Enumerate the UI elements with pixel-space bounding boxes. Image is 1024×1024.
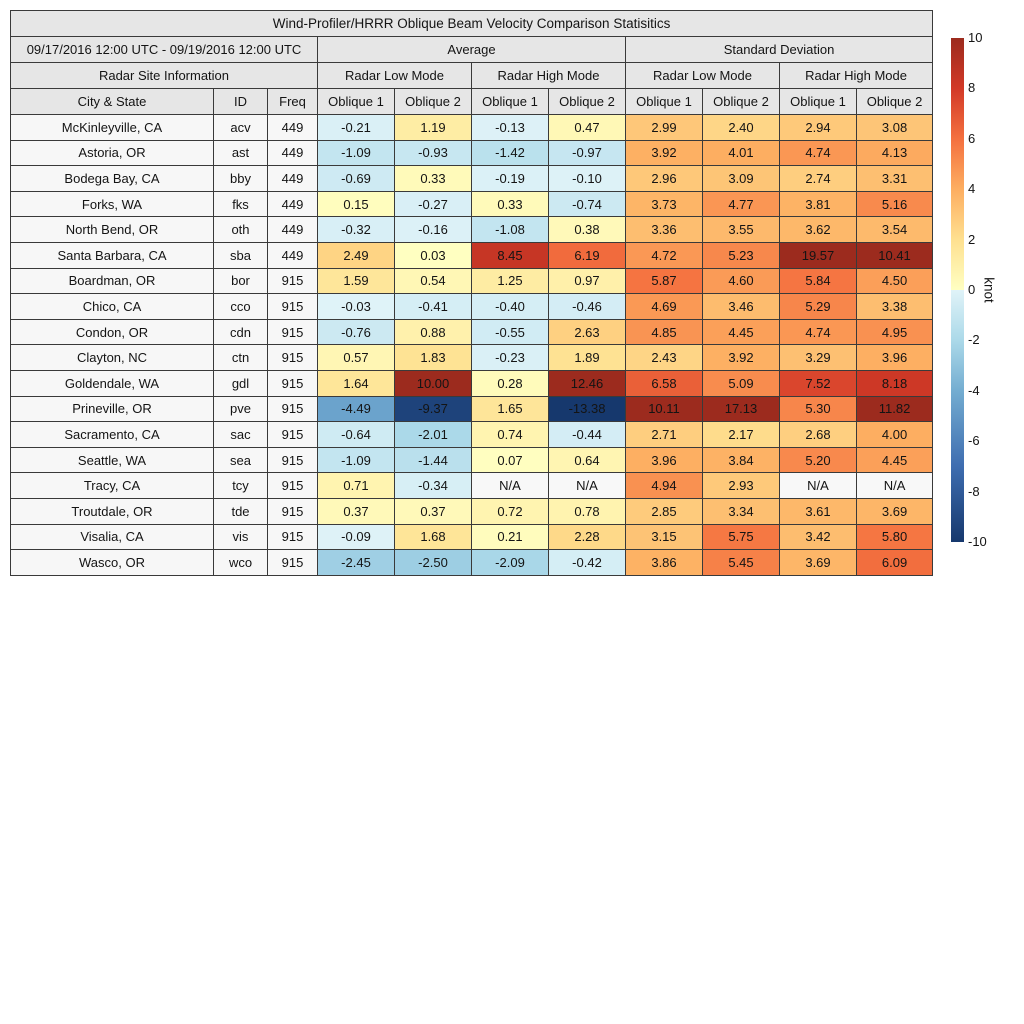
value-cell: 2.43: [626, 345, 703, 371]
group-avg-high-mode: Radar High Mode: [472, 63, 626, 89]
id-cell: fks: [214, 191, 268, 217]
value-cell: 7.52: [780, 370, 857, 396]
value-cell: -2.01: [395, 422, 472, 448]
value-cell: 5.80: [857, 524, 933, 550]
colorbar-tick-label: 10: [968, 30, 983, 45]
value-cell: 4.95: [857, 319, 933, 345]
id-cell: pve: [214, 396, 268, 422]
col-std-low-oblique2: Oblique 2: [703, 89, 780, 115]
freq-cell: 449: [268, 115, 318, 141]
value-cell: 3.96: [626, 447, 703, 473]
value-cell: 1.64: [318, 370, 395, 396]
colorbar: [951, 30, 1021, 549]
colorbar-tick-label: -6: [968, 433, 980, 449]
value-cell: 4.74: [780, 140, 857, 166]
id-cell: tcy: [214, 473, 268, 499]
table-row: [11, 191, 933, 217]
value-cell: 5.23: [703, 242, 780, 268]
value-cell: 17.13: [703, 396, 780, 422]
value-cell: -1.09: [318, 140, 395, 166]
value-cell: -0.40: [472, 294, 549, 320]
value-cell: 3.92: [626, 140, 703, 166]
value-cell: -0.16: [395, 217, 472, 243]
value-cell: 0.78: [549, 498, 626, 524]
value-cell: -2.45: [318, 550, 395, 576]
value-cell: 3.29: [780, 345, 857, 371]
value-cell: 5.87: [626, 268, 703, 294]
colorbar-tick-label: -8: [968, 483, 980, 499]
value-cell: 2.93: [703, 473, 780, 499]
colorbar-tick-label: 8: [968, 80, 976, 96]
stats-table: [10, 10, 933, 576]
colorbar-tick-label: 0: [968, 282, 976, 297]
value-cell: -0.44: [549, 422, 626, 448]
value-cell: 2.63: [549, 319, 626, 345]
value-cell: -9.37: [395, 396, 472, 422]
value-cell: 3.54: [857, 217, 933, 243]
group-std-high-mode: Radar High Mode: [780, 63, 933, 89]
city-cell: Santa Barbara, CA: [11, 242, 214, 268]
value-cell: -0.21: [318, 115, 395, 141]
value-cell: 0.72: [472, 498, 549, 524]
value-cell: 3.69: [857, 498, 933, 524]
value-cell: -0.34: [395, 473, 472, 499]
col-std-low-oblique1: Oblique 1: [626, 89, 703, 115]
col-freq: Freq: [268, 89, 318, 115]
value-cell: -0.09: [318, 524, 395, 550]
value-cell: 1.59: [318, 268, 395, 294]
value-cell: 3.08: [857, 115, 933, 141]
value-cell: -2.50: [395, 550, 472, 576]
city-cell: Boardman, OR: [11, 268, 214, 294]
colorbar-gradient: [951, 38, 964, 542]
freq-cell: 915: [268, 319, 318, 345]
value-cell: -1.42: [472, 140, 549, 166]
value-cell: 0.37: [395, 498, 472, 524]
value-cell: 5.09: [703, 370, 780, 396]
value-cell: 1.83: [395, 345, 472, 371]
value-cell: 0.97: [549, 268, 626, 294]
col-avg-high-oblique2: Oblique 2: [549, 89, 626, 115]
id-cell: sba: [214, 242, 268, 268]
value-cell: -1.09: [318, 447, 395, 473]
value-cell: 0.88: [395, 319, 472, 345]
value-cell: -13.38: [549, 396, 626, 422]
value-cell: 1.65: [472, 396, 549, 422]
table-row: [11, 422, 933, 448]
table-row: [11, 242, 933, 268]
value-cell: 3.15: [626, 524, 703, 550]
value-cell: 2.49: [318, 242, 395, 268]
colorbar-tick-label: 6: [968, 130, 976, 146]
table-row: [11, 370, 933, 396]
value-cell: 5.20: [780, 447, 857, 473]
value-cell: -0.19: [472, 166, 549, 192]
value-cell: -0.23: [472, 345, 549, 371]
id-cell: ctn: [214, 345, 268, 371]
value-cell: 0.33: [395, 166, 472, 192]
value-cell: -1.44: [395, 447, 472, 473]
value-cell: 2.28: [549, 524, 626, 550]
id-cell: sea: [214, 447, 268, 473]
id-cell: gdl: [214, 370, 268, 396]
value-cell: -0.10: [549, 166, 626, 192]
value-cell: 3.34: [703, 498, 780, 524]
value-cell: 4.60: [703, 268, 780, 294]
value-cell: -0.03: [318, 294, 395, 320]
group-standard-deviation: Standard Deviation: [626, 37, 933, 63]
value-cell: 4.69: [626, 294, 703, 320]
colorbar-tick-label: 4: [968, 181, 976, 197]
city-cell: Goldendale, WA: [11, 370, 214, 396]
value-cell: 4.50: [857, 268, 933, 294]
city-cell: Troutdale, OR: [11, 498, 214, 524]
freq-cell: 449: [268, 140, 318, 166]
col-avg-high-oblique1: Oblique 1: [472, 89, 549, 115]
value-cell: 3.09: [703, 166, 780, 192]
value-cell: 2.94: [780, 115, 857, 141]
id-cell: tde: [214, 498, 268, 524]
table-row: [11, 396, 933, 422]
freq-cell: 915: [268, 498, 318, 524]
id-cell: bby: [214, 166, 268, 192]
value-cell: -0.69: [318, 166, 395, 192]
value-cell: 3.31: [857, 166, 933, 192]
value-cell: 10.00: [395, 370, 472, 396]
city-cell: Prineville, OR: [11, 396, 214, 422]
value-cell: -0.97: [549, 140, 626, 166]
value-cell: 0.54: [395, 268, 472, 294]
table-row: [11, 268, 933, 294]
value-cell: 3.62: [780, 217, 857, 243]
value-cell: N/A: [472, 473, 549, 499]
value-cell: 2.17: [703, 422, 780, 448]
value-cell: 5.29: [780, 294, 857, 320]
table-row: [11, 498, 933, 524]
group-average: Average: [318, 37, 626, 63]
col-city-state: City & State: [11, 89, 214, 115]
value-cell: 0.71: [318, 473, 395, 499]
col-id: ID: [214, 89, 268, 115]
value-cell: 4.77: [703, 191, 780, 217]
value-cell: 3.42: [780, 524, 857, 550]
city-cell: Seattle, WA: [11, 447, 214, 473]
value-cell: -0.64: [318, 422, 395, 448]
freq-cell: 915: [268, 370, 318, 396]
colorbar-tick-label: -2: [968, 332, 980, 348]
city-cell: North Bend, OR: [11, 217, 214, 243]
value-cell: 3.73: [626, 191, 703, 217]
value-cell: 2.68: [780, 422, 857, 448]
table-row: [11, 447, 933, 473]
col-std-high-oblique1: Oblique 1: [780, 89, 857, 115]
value-cell: 3.92: [703, 345, 780, 371]
city-cell: Tracy, CA: [11, 473, 214, 499]
value-cell: -0.32: [318, 217, 395, 243]
colorbar-tick-label: 2: [968, 231, 976, 247]
city-cell: Condon, OR: [11, 319, 214, 345]
value-cell: -0.42: [549, 550, 626, 576]
group-avg-low-mode: Radar Low Mode: [318, 63, 472, 89]
freq-cell: 915: [268, 345, 318, 371]
id-cell: oth: [214, 217, 268, 243]
value-cell: 4.72: [626, 242, 703, 268]
id-cell: wco: [214, 550, 268, 576]
value-cell: 19.57: [780, 242, 857, 268]
value-cell: 0.37: [318, 498, 395, 524]
value-cell: 0.57: [318, 345, 395, 371]
value-cell: 2.40: [703, 115, 780, 141]
value-cell: 3.61: [780, 498, 857, 524]
city-cell: McKinleyville, CA: [11, 115, 214, 141]
value-cell: 0.07: [472, 447, 549, 473]
value-cell: 5.16: [857, 191, 933, 217]
city-cell: Astoria, OR: [11, 140, 214, 166]
group-std-low-mode: Radar Low Mode: [626, 63, 780, 89]
col-avg-low-oblique1: Oblique 1: [318, 89, 395, 115]
city-cell: Chico, CA: [11, 294, 214, 320]
value-cell: -0.46: [549, 294, 626, 320]
value-cell: -0.41: [395, 294, 472, 320]
value-cell: 12.46: [549, 370, 626, 396]
value-cell: N/A: [780, 473, 857, 499]
value-cell: 3.46: [703, 294, 780, 320]
value-cell: 6.19: [549, 242, 626, 268]
value-cell: 3.38: [857, 294, 933, 320]
colorbar-tick-label: -10: [968, 534, 987, 549]
table-row: [11, 524, 933, 550]
group-site-info: Radar Site Information: [11, 63, 318, 89]
value-cell: -0.93: [395, 140, 472, 166]
city-cell: Clayton, NC: [11, 345, 214, 371]
value-cell: 4.45: [857, 447, 933, 473]
freq-cell: 449: [268, 191, 318, 217]
id-cell: cdn: [214, 319, 268, 345]
freq-cell: 915: [268, 550, 318, 576]
table-title: Wind-Profiler/HRRR Oblique Beam Velocity Comparison Statisitics: [11, 11, 933, 37]
value-cell: 0.03: [395, 242, 472, 268]
value-cell: 0.33: [472, 191, 549, 217]
value-cell: 3.81: [780, 191, 857, 217]
value-cell: 4.13: [857, 140, 933, 166]
value-cell: 5.84: [780, 268, 857, 294]
value-cell: 8.45: [472, 242, 549, 268]
value-cell: 0.47: [549, 115, 626, 141]
city-cell: Forks, WA: [11, 191, 214, 217]
value-cell: 10.41: [857, 242, 933, 268]
value-cell: 0.15: [318, 191, 395, 217]
freq-cell: 915: [268, 268, 318, 294]
value-cell: 1.89: [549, 345, 626, 371]
id-cell: bor: [214, 268, 268, 294]
value-cell: 1.68: [395, 524, 472, 550]
value-cell: 4.94: [626, 473, 703, 499]
value-cell: 2.96: [626, 166, 703, 192]
value-cell: 2.99: [626, 115, 703, 141]
value-cell: 1.19: [395, 115, 472, 141]
id-cell: ast: [214, 140, 268, 166]
value-cell: 1.25: [472, 268, 549, 294]
value-cell: 4.00: [857, 422, 933, 448]
freq-cell: 915: [268, 447, 318, 473]
value-cell: 6.58: [626, 370, 703, 396]
value-cell: 11.82: [857, 396, 933, 422]
city-cell: Sacramento, CA: [11, 422, 214, 448]
freq-cell: 915: [268, 396, 318, 422]
freq-cell: 915: [268, 473, 318, 499]
value-cell: 5.30: [780, 396, 857, 422]
id-cell: acv: [214, 115, 268, 141]
freq-cell: 449: [268, 217, 318, 243]
value-cell: 0.38: [549, 217, 626, 243]
city-cell: Visalia, CA: [11, 524, 214, 550]
id-cell: cco: [214, 294, 268, 320]
period-cell: 09/17/2016 12:00 UTC - 09/19/2016 12:00 UTC: [11, 37, 318, 63]
value-cell: N/A: [549, 473, 626, 499]
value-cell: 4.45: [703, 319, 780, 345]
value-cell: -0.13: [472, 115, 549, 141]
value-cell: N/A: [857, 473, 933, 499]
value-cell: 0.28: [472, 370, 549, 396]
value-cell: 0.74: [472, 422, 549, 448]
value-cell: 3.69: [780, 550, 857, 576]
freq-cell: 915: [268, 524, 318, 550]
id-cell: sac: [214, 422, 268, 448]
value-cell: 2.85: [626, 498, 703, 524]
table-row: [11, 319, 933, 345]
id-cell: vis: [214, 524, 268, 550]
table-row: [11, 166, 933, 192]
value-cell: 0.21: [472, 524, 549, 550]
freq-cell: 915: [268, 294, 318, 320]
table-row: [11, 217, 933, 243]
col-avg-low-oblique2: Oblique 2: [395, 89, 472, 115]
value-cell: 2.71: [626, 422, 703, 448]
value-cell: 3.86: [626, 550, 703, 576]
table-row: [11, 345, 933, 371]
value-cell: 4.74: [780, 319, 857, 345]
value-cell: 3.36: [626, 217, 703, 243]
table-body: [11, 115, 933, 576]
value-cell: 2.74: [780, 166, 857, 192]
value-cell: 10.11: [626, 396, 703, 422]
table-row: [11, 473, 933, 499]
value-cell: 6.09: [857, 550, 933, 576]
value-cell: 5.75: [703, 524, 780, 550]
value-cell: -0.76: [318, 319, 395, 345]
value-cell: 3.96: [857, 345, 933, 371]
value-cell: -0.55: [472, 319, 549, 345]
value-cell: -4.49: [318, 396, 395, 422]
value-cell: 0.64: [549, 447, 626, 473]
city-cell: Wasco, OR: [11, 550, 214, 576]
freq-cell: 449: [268, 242, 318, 268]
city-cell: Bodega Bay, CA: [11, 166, 214, 192]
col-std-high-oblique2: Oblique 2: [857, 89, 933, 115]
value-cell: 8.18: [857, 370, 933, 396]
value-cell: -0.27: [395, 191, 472, 217]
value-cell: -0.74: [549, 191, 626, 217]
table-row: [11, 550, 933, 576]
value-cell: -1.08: [472, 217, 549, 243]
value-cell: -2.09: [472, 550, 549, 576]
table-row: [11, 115, 933, 141]
value-cell: 4.01: [703, 140, 780, 166]
table-row: [11, 140, 933, 166]
freq-cell: 915: [268, 422, 318, 448]
colorbar-unit-label: knot: [981, 277, 997, 303]
colorbar-tick-label: -4: [968, 382, 980, 398]
value-cell: 5.45: [703, 550, 780, 576]
value-cell: 3.55: [703, 217, 780, 243]
table-row: [11, 294, 933, 320]
value-cell: 3.84: [703, 447, 780, 473]
value-cell: 4.85: [626, 319, 703, 345]
freq-cell: 449: [268, 166, 318, 192]
